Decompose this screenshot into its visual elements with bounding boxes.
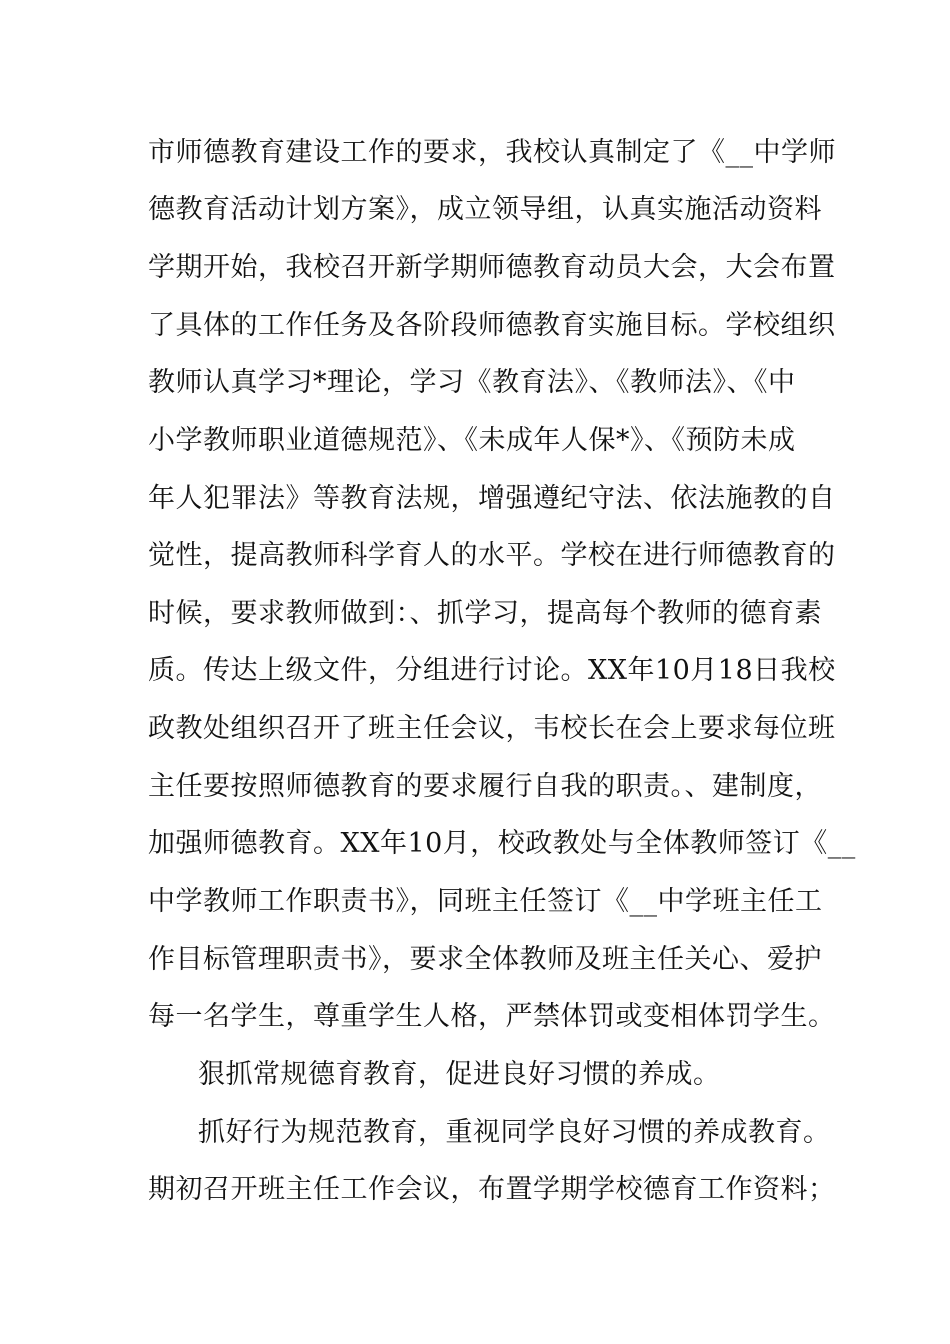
text-line: 学期开始，我校召开新学期师德教育动员大会，大会布置 <box>148 252 836 283</box>
text-line: 时候，要求教师做到：、抓学习，提高每个教师的德育素 <box>148 598 822 629</box>
text-line: 质。传达上级文件，分组进行讨论。XX年10月18日我校 <box>148 655 836 686</box>
text-line: 德教育活动计划方案》，成立领导组，认真实施活动资料 <box>148 194 822 225</box>
text-line: 期初召开班主任工作会议，布置学期学校德育工作资料； <box>148 1174 836 1205</box>
text-line: 每一名学生，尊重学生人格，严禁体罚或变相体罚学生。 <box>148 1001 836 1032</box>
paragraph-heading: 狠抓常规德育教育，促进良好习惯的养成。 <box>198 1059 721 1090</box>
text-line: 小学教师职业道德规范》、《未成年人保*》、《预防未成 <box>148 425 796 456</box>
text-line: 政教处组织召开了班主任会议，韦校长在会上要求每位班 <box>148 713 836 744</box>
text-line: 了具体的工作任务及各阶段师德教育实施目标。学校组织 <box>148 310 836 341</box>
text-line: 教师认真学习*理论，学习《教育法》、《教师法》、《中 <box>148 367 796 398</box>
text-line: 市师德教育建设工作的要求，我校认真制定了《__中学师 <box>148 137 836 168</box>
text-line: 觉性，提高教师科学育人的水平。学校在进行师德教育的 <box>148 540 836 571</box>
text-line: 中学教师工作职责书》，同班主任签订《__中学班主任工 <box>148 886 823 917</box>
text-line: 加强师德教育。XX年10月，校政教处与全体教师签订《__ <box>148 828 856 859</box>
text-line: 作目标管理职责书》，要求全体教师及班主任关心、爱护 <box>148 944 822 975</box>
text-line: 主任要按照师德教育的要求履行自我的职责。、建制度， <box>148 771 822 802</box>
text-line: 抓好行为规范教育，重视同学良好习惯的养成教育。 <box>198 1117 831 1148</box>
text-line: 年人犯罪法》等教育法规，增强遵纪守法、依法施教的自 <box>148 483 836 514</box>
